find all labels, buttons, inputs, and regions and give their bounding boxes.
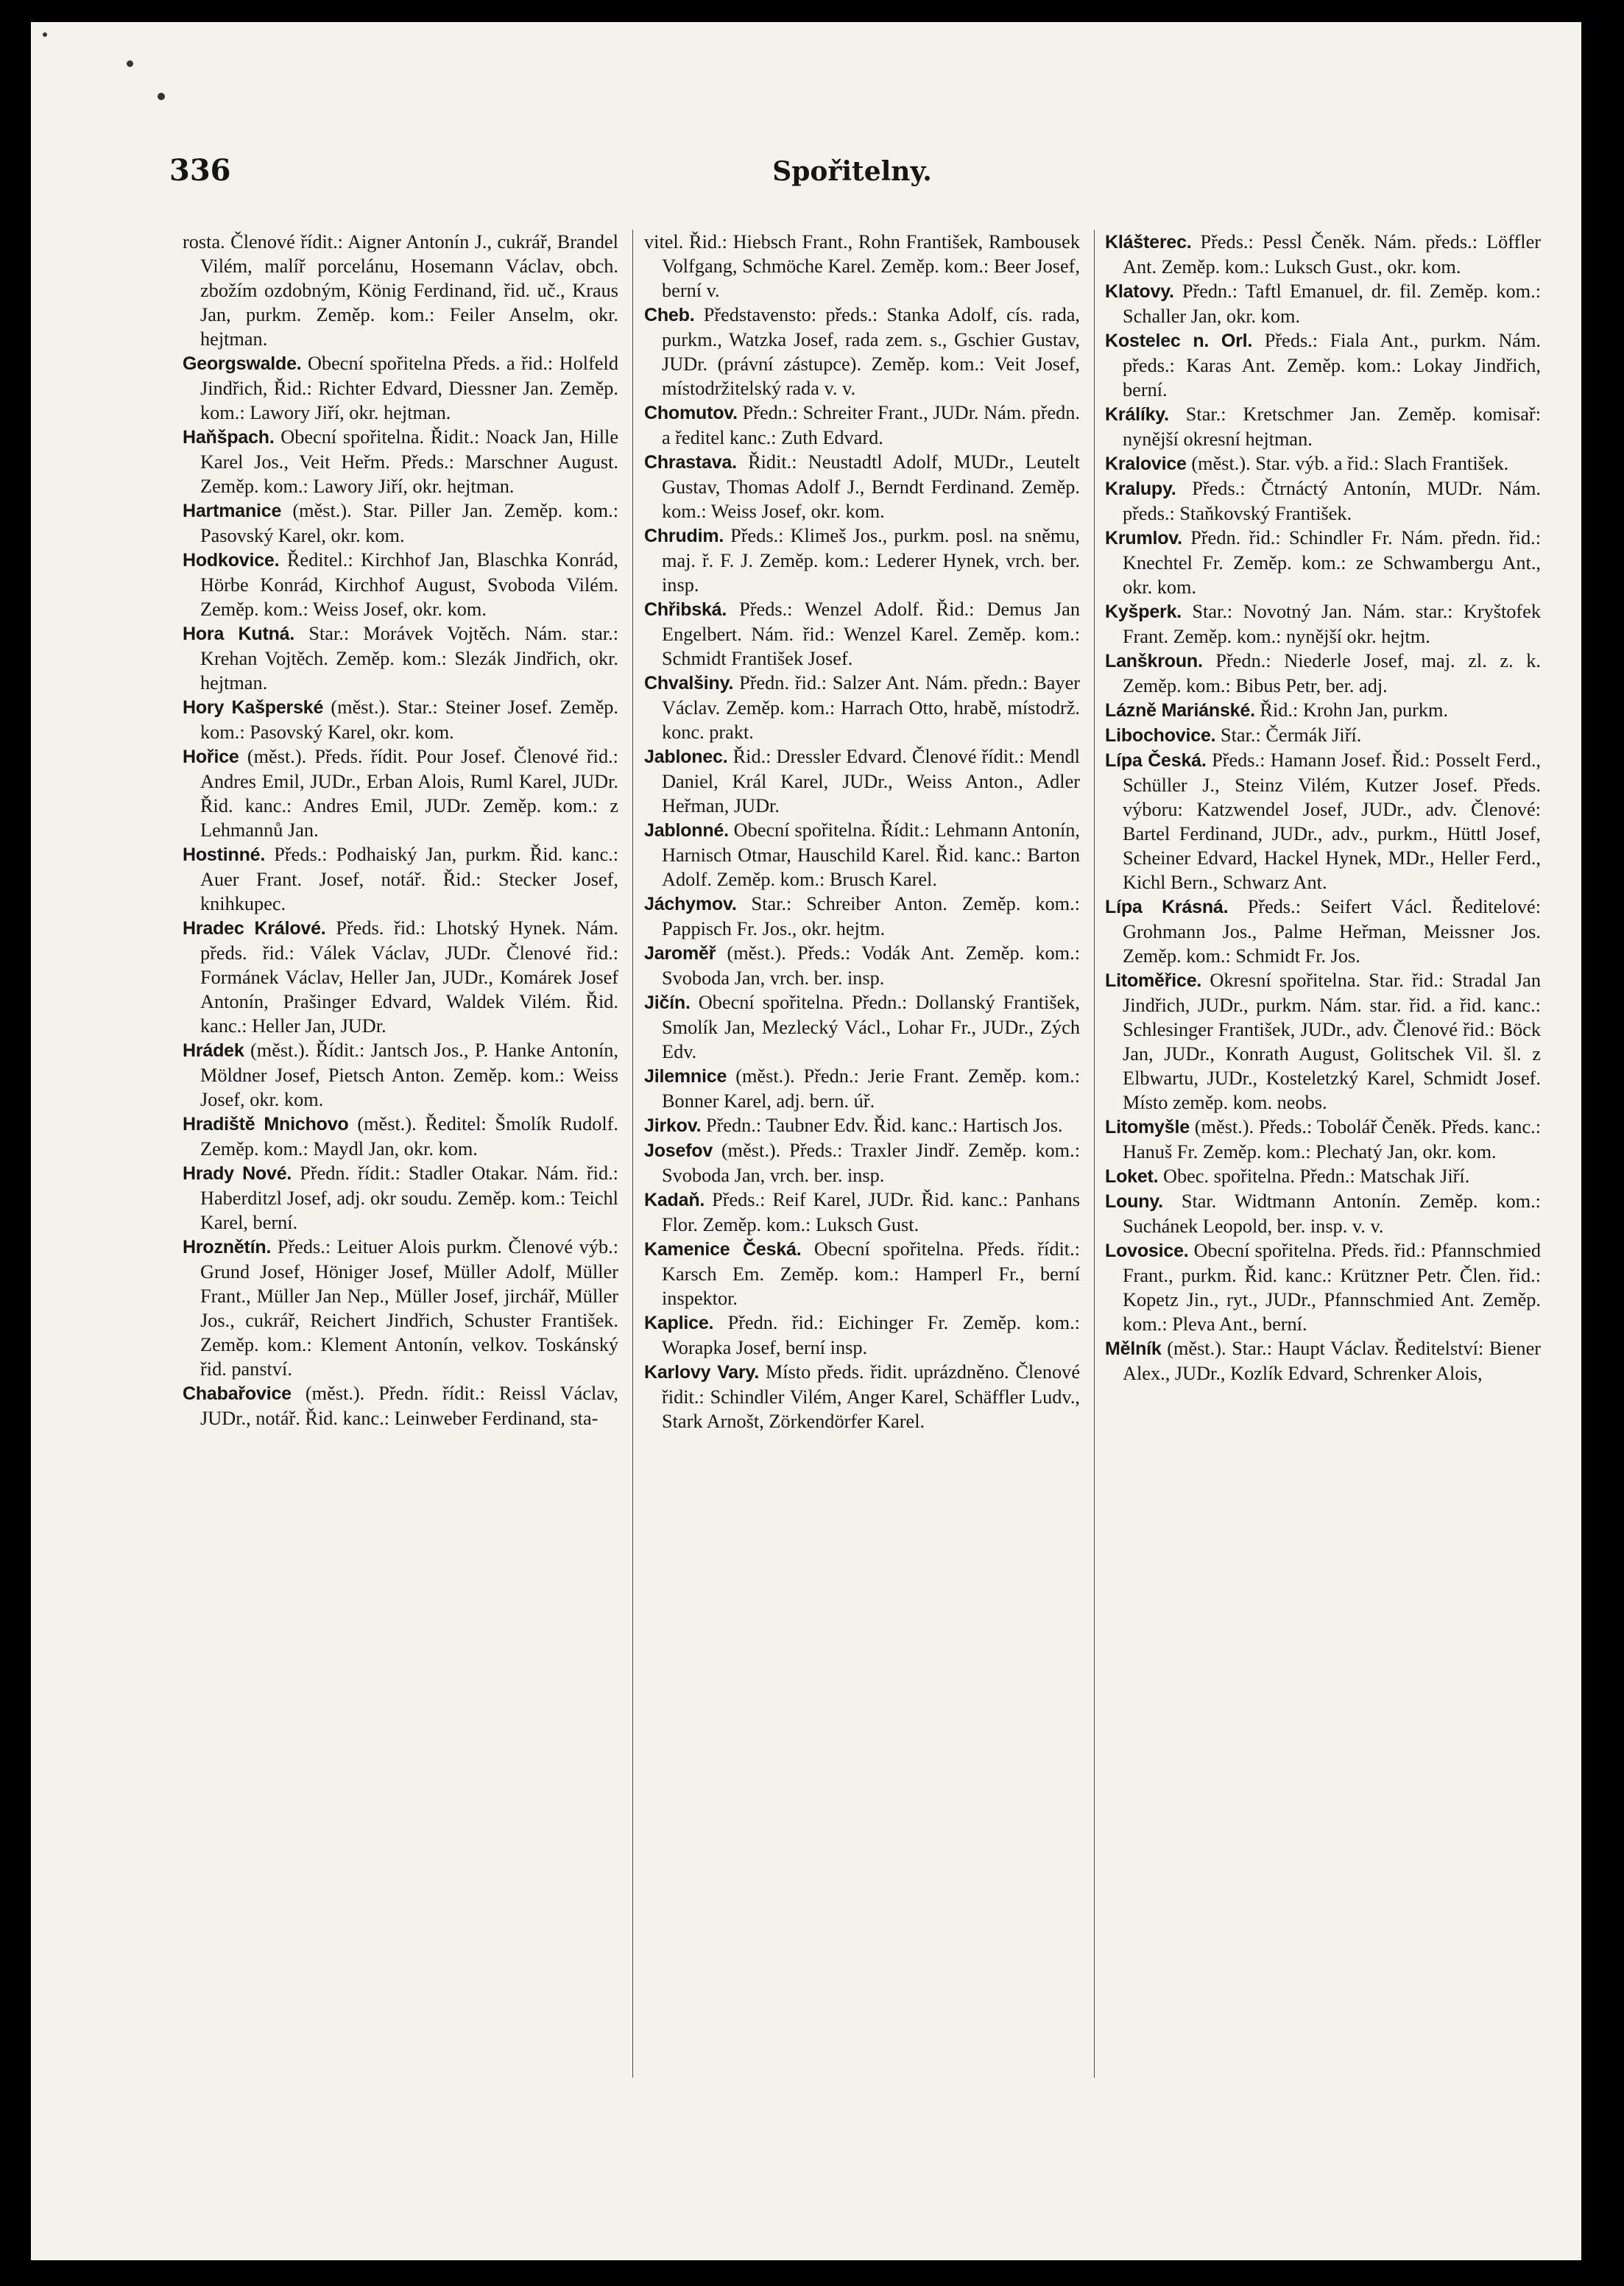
directory-entry [1105,328,1541,402]
directory-entry [183,695,618,744]
directory-entry [644,1310,1080,1360]
entry-place-name: Jablonec. [644,747,728,767]
directory-entry [1105,1164,1541,1189]
entry-text: Předn. řid.: Salzer Ant. Nám. předn.: Bayer Václav. Zeměp. kom.: Harrach Otto, hrabě, místodrž. konc. prakt. [662,672,1080,743]
text-columns [183,230,1541,2100]
entry-place-name: Kadaň. [644,1190,705,1210]
directory-entry [183,1381,618,1430]
entry-place-name: Litomyšle [1105,1117,1190,1137]
directory-entry [644,1064,1080,1113]
directory-entry [1105,1238,1541,1336]
entry-place-name: Hostinné. [183,844,266,865]
entry-text: (měst.). Ředitel: Šmolík Rudolf. Zeměp. kom.: Maydl Jan, okr. kom. [200,1113,618,1160]
entry-place-name: Hodkovice. [183,550,280,571]
entry-text: Předn.: Schreiter Frant., JUDr. Nám. předn. a ředitel kanc.: Zuth Edvard. [662,402,1080,448]
entry-text: Řid.: Dressler Edvard. Členové řídit.: Mendl Daniel, Král Karel, JUDr., Weiss Anton., Adler Heřman, JUDr. [662,746,1080,816]
directory-entry [1105,230,1541,279]
directory-entry [644,597,1080,671]
entry-text: (měst.). Řídit.: Jantsch Jos., P. Hanke Antonín, Möldner Josef, Pietsch Anton. Zeměp. kom.: Weiss Josef, okr. kom. [200,1040,618,1110]
entry-text: vitel. Řid.: Hiebsch Frant., Rohn František, Rambousek Volfgang, Schmöche Karel. Zeměp. kom.: Beer Josef, berní v. [644,231,1080,301]
entry-text: Předs.: Podhaiský Jan, purkm. Řid. kanc.: Auer Frant. Josef, notář. Řid.: Stecker Josef, knihkupec. [200,844,618,914]
entry-text: Star.: Kretschmer Jan. Zeměp. komisař: nynější okresní hejtman. [1123,403,1541,450]
entry-text: (měst.). Star.: Haupt Václav. Ředitelství: Biener Alex., JUDr., Kozlík Edvard, Schrenker Alois, [1123,1338,1541,1384]
directory-entry [644,818,1080,892]
entry-place-name: Lovosice. [1105,1241,1189,1261]
entry-place-name: Hradec Králové. [183,918,326,939]
directory-entry [1105,1336,1541,1386]
directory-entry [183,842,618,916]
entry-place-name: Krumlov. [1105,528,1182,548]
directory-entry [644,941,1080,990]
entry-text: (měst.). Předs. řídit. Pour Josef. Členové řid.: Andres Emil, JUDr., Erban Alois, Ruml Karel, JUDr. Řid. kanc.: Andres Emil, JUDr. Zeměp. kom.: z Lehmannů Jan. [200,746,618,841]
entry-place-name: Kralovice [1105,454,1187,474]
directory-entry [1105,402,1541,451]
entry-text: Představensto: předs.: Stanka Adolf, cís. rada, purkm., Watzka Josef, rada zem. s., Gschier Gustav, JUDr. (právní zástupce). Zeměp. kom.: Veit Josef, místodržitelský rada v. v. [662,304,1080,399]
entry-text: Okresní spořitelna. Star. řid.: Stradal Jan Jindřich, JUDr., purkm. Nám. star. řid. a řid. kanc.: Schlesinger František, JUDr., adv. Členové řid.: Böck Jan, JUDr., Konrath August, Golitschek Vil. šl. z Elbwartu, JUDr., Kosteletzký Karel, Schmidt Josef. Místo zeměp. kom. neobs. [1123,970,1541,1113]
entry-place-name: Lanškroun. [1105,651,1203,671]
entry-place-name: Kaplice. [644,1313,714,1333]
directory-entry [1105,968,1541,1115]
directory-entry [644,523,1080,597]
directory-entry [644,1360,1080,1433]
directory-entry [1105,526,1541,599]
column-divider [1094,230,1095,2078]
directory-entry [183,916,618,1038]
entry-place-name: Hrádek [183,1040,244,1061]
entry-place-name: Hory Kašperské [183,697,324,718]
entry-text: Předs.: Fiala Ant., purkm. Nám. předs.: Karas Ant. Zeměp. kom.: Lokay Jindřich, berní. [1123,330,1541,401]
directory-entry [183,351,618,425]
entry-text: (měst.). Předn. řídit.: Reissl Václav, JUDr., notář. Řid. kanc.: Leinweber Ferdinand, sta- [200,1383,618,1429]
entry-text: rosta. Členové řídit.: Aigner Antonín J., cukrář, Brandel Vilém, malíř porcelánu, Hosemann Václav, obch. zbožím ozdobným, König Ferdinand, řid. uč., Kraus Jan, purkm. Zeměp. kom.: Feiler Anselm, okr. hejtman. [183,231,618,350]
entry-place-name: Jičín. [644,992,691,1013]
entry-text: (měst.). Star. Piller Jan. Zeměp. kom.: Pasovský Karel, okr. kom. [200,500,618,546]
entry-place-name: Klatovy. [1105,281,1174,302]
entry-text: Ředitel.: Kirchhof Jan, Blaschka Konrád, Hörbe Konrád, Kirchhof August, Svoboda Vilém. Zeměp. kom.: Weiss Josef, okr. kom. [200,549,618,620]
directory-entry [1105,1189,1541,1238]
entry-text: (měst.). Předs.: Vodák Ant. Zeměp. kom.: Svoboda Jan, vrch. ber. insp. [662,942,1080,989]
entry-text: Obecní spořitelna. Předs. řídit.: Karsch Em. Zeměp. kom.: Hamperl Fr., berní inspektor. [662,1238,1080,1309]
directory-entry [1105,599,1541,649]
scan-speck [127,60,133,67]
directory-entry [183,621,618,695]
scan-speck [43,32,47,37]
entry-text: Řid.: Krohn Jan, purkm. [1260,699,1449,721]
page-title: Spořitelny. [772,156,932,187]
column-middle [644,230,1080,2100]
entry-place-name: Hroznětín. [183,1237,272,1257]
entry-place-name: Hradiště Mnichovo [183,1114,349,1135]
entry-place-name: Jáchymov. [644,894,737,914]
column-divider [632,230,633,2078]
entry-text: Obecní spořitelna Předs. a řid.: Holfeld Jindřich, Řid.: Richter Edvard, Diessner Jan. Zeměp. kom.: Lawory Jiří, okr. hejtman. [200,353,618,423]
entry-place-name: Kralupy. [1105,479,1176,499]
entry-text: (měst.). Předn.: Jerie Frant. Zeměp. kom.: Bonner Karel, adj. bern. úř. [662,1065,1080,1112]
entry-text: Star.: Novotný Jan. Nám. star.: Kryštofek Frant. Zeměp. kom.: nynější okr. hejtm. [1123,601,1541,647]
directory-entry [183,498,618,548]
entry-text: Předn.: Niederle Josef, maj. zl. z. k. Zeměp. kom.: Bibus Petr, ber. adj. [1123,650,1541,696]
entry-place-name: Kamenice Česká. [644,1239,802,1260]
directory-entry [644,450,1080,523]
page-header [169,153,1535,212]
entry-place-name: Chrastava. [644,452,737,473]
entry-place-name: Klášterec. [1105,232,1192,253]
entry-place-name: Hartmanice [183,501,282,521]
entry-place-name: Karlovy Vary. [644,1362,760,1383]
entry-text: Předs.: Pessl Čeněk. Nám. předs.: Löffler Ant. Zeměp. kom.: Luksch Gust., okr. kom. [1123,231,1541,278]
entry-place-name: Louny. [1105,1191,1163,1212]
entry-text: Obecní spořitelna. Předn.: Dollanský František, Smolík Jan, Mezlecký Václ., Lohar Fr., JUDr., Zých Edv. [662,992,1080,1062]
directory-entry [1105,698,1541,723]
column-left [183,230,618,2100]
directory-entry [644,1138,1080,1188]
directory-entry [1105,723,1541,748]
entry-text: Předn. řid.: Eichinger Fr. Zeměp. kom.: Worapka Josef, berní insp. [662,1312,1080,1358]
entry-text: Předs.: Čtrnáctý Antonín, MUDr. Nám. předs.: Staňkovský František. [1123,478,1541,524]
entry-place-name: Kostelec n. Orl. [1105,331,1253,351]
directory-entry [183,744,618,842]
directory-entry [644,303,1080,401]
entry-place-name: Jirkov. [644,1115,702,1136]
entry-text: Star. Widtmann Antonín. Zeměp. kom.: Suchánek Leopold, ber. insp. v. v. [1123,1190,1541,1237]
entry-place-name: Loket. [1105,1166,1159,1187]
directory-entry [644,230,1080,303]
entry-place-name: Hora Kutná. [183,624,295,644]
entry-text: Předs.: Wenzel Adolf. Řid.: Demus Jan Engelbert. Nám. řid.: Wenzel Karel. Zeměp. kom.: Schmidt František Josef. [662,599,1080,669]
entry-place-name: Kyšperk. [1105,602,1182,622]
scan-speck [158,93,165,100]
directory-entry [183,230,618,351]
directory-entry [1105,279,1541,328]
entry-place-name: Jilemnice [644,1066,727,1087]
entry-place-name: Lípa Česká. [1105,750,1207,771]
directory-entry [1105,451,1541,476]
document-page [31,22,1581,2260]
entry-text: Star.: Schreiber Anton. Zeměp. kom.: Pappisch Fr. Jos., okr. hejtm. [662,893,1080,939]
directory-entry [644,671,1080,744]
entry-place-name: Jaroměř [644,943,716,964]
directory-entry [644,1237,1080,1310]
directory-entry [644,401,1080,450]
entry-text: Obecní spořitelna. Řidit.: Noack Jan, Hille Karel Jos., Veit Heřm. Předs.: Marschner August. Zeměp. kom.: Lawory Jiří, okr. hejtman. [200,426,618,497]
directory-entry [644,744,1080,818]
entry-place-name: Hořice [183,747,239,767]
entry-place-name: Josefov [644,1140,713,1161]
entry-text: (měst.). Star.: Steiner Josef. Zeměp. kom.: Pasovský Karel, okr. kom. [200,696,618,743]
directory-entry [183,1161,618,1235]
entry-text: Předn.: Taftl Emanuel, dr. fil. Zeměp. kom.: Schaller Jan, okr. kom. [1123,281,1541,327]
directory-entry [183,425,618,498]
column-right [1105,230,1541,2100]
entry-text: Místo předs. řidit. uprázdněno. Členové řidit.: Schindler Vilém, Anger Karel, Schäffler Ludv., Stark Arnošt, Zörkendörfer Karel. [662,1361,1080,1432]
entry-place-name: Chrudim. [644,526,724,546]
page-number: 336 [169,153,231,188]
entry-text: Obecní spořitelna. Řídit.: Lehmann Antonín, Harnisch Otmar, Hauschild Karel. Řid. kanc.: Barton Adolf. Zeměp. kom.: Brusch Karel. [662,819,1080,890]
entry-place-name: Haňšpach. [183,427,275,448]
entry-text: (měst.). Předs.: Traxler Jindř. Zeměp. kom.: Svoboda Jan, vrch. ber. insp. [662,1140,1080,1186]
entry-place-name: Králíky. [1105,404,1169,425]
entry-place-name: Chřibská. [644,599,727,620]
entry-place-name: Chabařovice [183,1383,292,1404]
entry-text: Předn. řid.: Schindler Fr. Nám. předn. řid.: Knechtel Fr. Zeměp. kom.: ze Schwambergu Ant., okr. kom. [1123,527,1541,598]
entry-place-name: Hrady Nové. [183,1163,292,1184]
entry-text: Předs.: Hamann Josef. Řid.: Posselt Ferd., Schüller J., Steinz Vilém, Kutzer Josef. Předs. výboru: Katzwendel Josef, JUDr., adv. Členové: Bartel Ferdinand, JUDr., adv., purkm., Hüttl Josef, Scheiner Edvard, Hackel Hynek, MDr., Heller Ferd., Kichl Bern., Schwarz Ant. [1123,749,1541,893]
entry-text: Star.: Čermák Jiří. [1221,724,1362,746]
entry-text: Předn.: Taubner Edv. Řid. kanc.: Hartisch Jos. [705,1115,1063,1136]
entry-place-name: Jablonné. [644,820,729,841]
entry-place-name: Lázně Mariánské. [1105,700,1255,721]
directory-entry [644,1188,1080,1237]
directory-entry [1105,476,1541,526]
entry-place-name: Litoměřice. [1105,970,1202,991]
entry-text: Předs.: Seifert Václ. Ředitelové: Grohmann Jos., Palme Heřman, Meissner Jos. Zeměp. kom.: Schmidt Fr. Jos. [1123,896,1541,967]
entry-place-name: Libochovice. [1105,725,1216,746]
directory-entry [1105,748,1541,895]
entry-text: (měst.). Předs.: Tobolář Čeněk. Předs. kanc.: Hanuš Fr. Zeměp. kom.: Plechatý Jan, okr. kom. [1123,1116,1541,1163]
entry-text: (měst.). Star. výb. a řid.: Slach František. [1191,453,1509,474]
entry-place-name: Cheb. [644,305,695,325]
entry-place-name: Georgswalde. [183,353,302,374]
directory-entry [644,990,1080,1064]
entry-text: Předs.: Klimeš Jos., purkm. posl. na sněmu, maj. ř. F. J. Zeměp. kom.: Lederer Hynek, vrch. ber. insp. [662,525,1080,596]
entry-text: Obecní spořitelna. Předs. řid.: Pfannschmied Frant., purkm. Řid. kanc.: Krützner Petr. Člen. řid.: Kopetz Jin., ryt., JUDr., Pfannschmied Ant. Zeměp. kom.: Pleva Ant., berní. [1123,1240,1541,1335]
directory-entry [183,548,618,621]
directory-entry [183,1038,618,1112]
directory-entry [1105,1115,1541,1164]
directory-entry [1105,649,1541,698]
entry-place-name: Lípa Krásná. [1105,897,1229,917]
directory-entry [183,1112,618,1161]
directory-entry [644,892,1080,941]
entry-text: Obec. spořitelna. Předn.: Matschak Jiří. [1163,1165,1470,1187]
directory-entry [644,1113,1080,1138]
entry-text: Předs.: Reif Karel, JUDr. Řid. kanc.: Panhans Flor. Zeměp. kom.: Luksch Gust. [662,1189,1080,1235]
entry-place-name: Chomutov. [644,403,738,423]
entry-text: Řidit.: Neustadtl Adolf, MUDr., Leutelt Gustav, Thomas Adolf J., Berndt Ferdinand. Zeměp. kom.: Weiss Josef, okr. kom. [662,451,1080,522]
entry-text: Star.: Morávek Vojtěch. Nám. star.: Krehan Vojtěch. Zeměp. kom.: Slezák Jindřich, okr. hejtman. [200,623,618,694]
entry-place-name: Mělník [1105,1338,1162,1359]
directory-entry [183,1235,618,1381]
entry-text: Předn. řídit.: Stadler Otakar. Nám. řid.: Haberditzl Josef, adj. okr soudu. Zeměp. kom.: Teichl Karel, berní. [200,1163,618,1233]
entry-place-name: Chvalšiny. [644,673,734,694]
entry-text: Předs.: Leituer Alois purkm. Členové výb.: Grund Josef, Höniger Josef, Müller Adolf, Müller Frant., Müller Jan Nep., Müller Josef, jirchář, Müller Jos., cukrář, Reichert Jindřich, Schuster František. Zeměp. kom.: Klement Antonín, velkov. Toskánský řid. panství. [200,1236,618,1380]
entry-text: Předs. řid.: Lhotský Hynek. Nám. předs. řid.: Válek Václav, JUDr. Členové řid.: Formánek Václav, Heller Jan, JUDr., Komárek Josef Antonín, Prašinger Edvard, Waldek Vilém. Řid. kanc.: Heller Jan, JUDr. [200,917,618,1037]
directory-entry [1105,895,1541,968]
